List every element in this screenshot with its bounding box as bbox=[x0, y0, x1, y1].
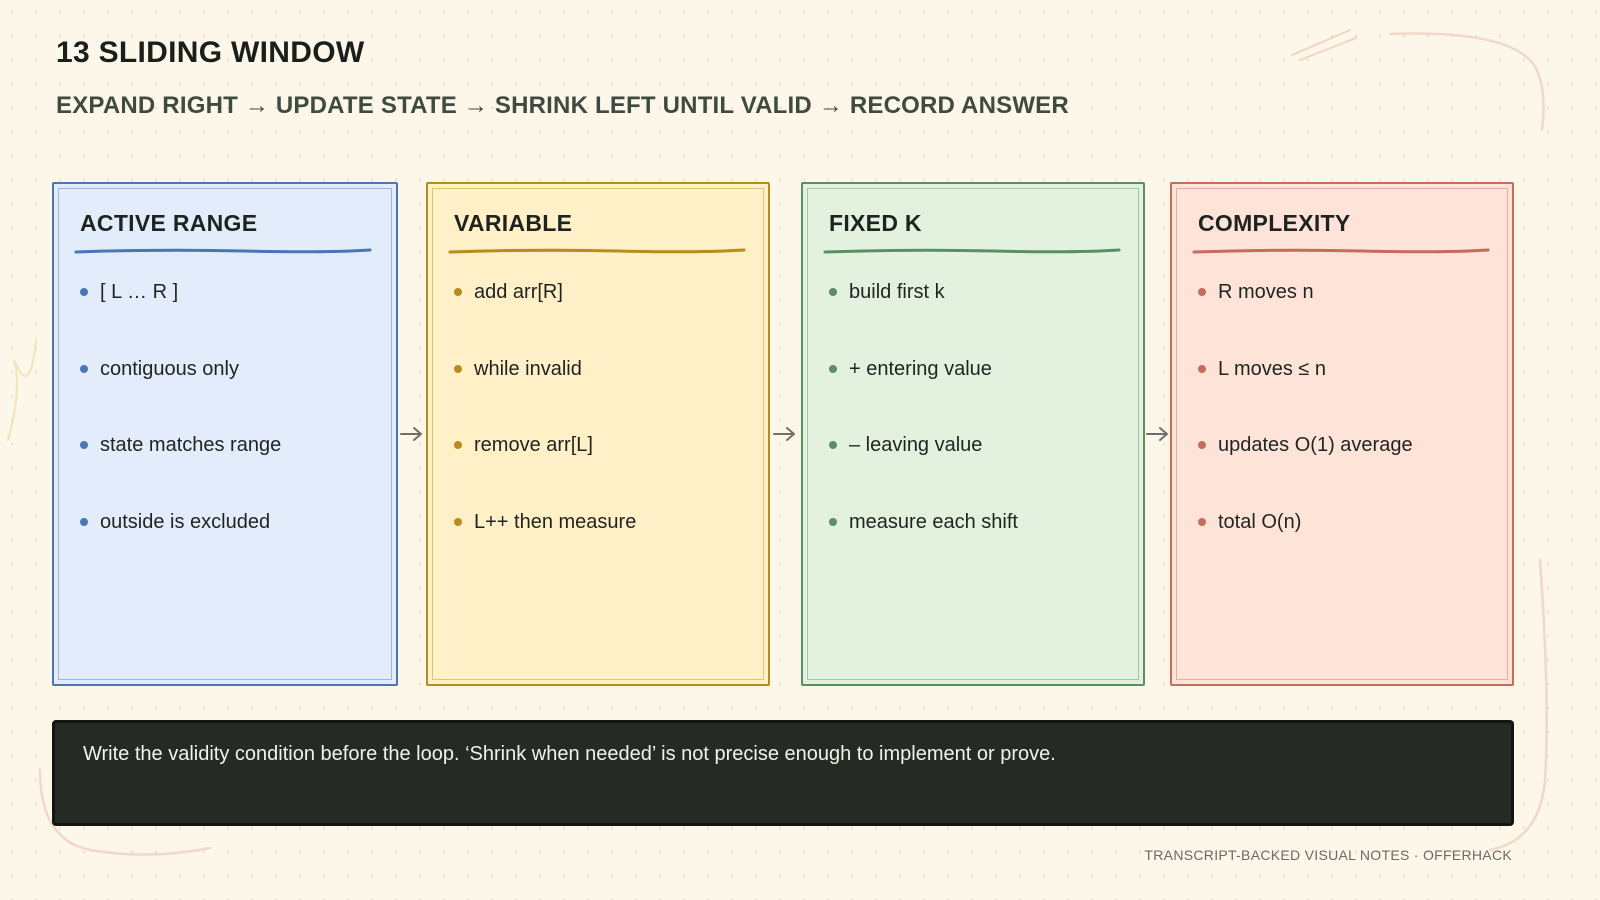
arrow-right-icon bbox=[399, 424, 425, 444]
footer-credit: TRANSCRIPT-BACKED VISUAL NOTES · OFFERHACK bbox=[1144, 847, 1512, 863]
list-item bbox=[829, 510, 1133, 587]
item-text: remove arr[L] bbox=[474, 434, 593, 456]
key-note-box bbox=[52, 720, 1514, 826]
list-item bbox=[454, 510, 758, 587]
arrow-right-icon bbox=[772, 424, 798, 444]
bullet-icon bbox=[80, 518, 88, 526]
list-item bbox=[80, 510, 386, 587]
card-item-list bbox=[454, 280, 758, 586]
bullet-icon bbox=[1198, 288, 1206, 296]
list-item bbox=[454, 433, 758, 510]
list-item bbox=[80, 280, 386, 357]
bullet-icon bbox=[454, 288, 462, 296]
list-item bbox=[829, 280, 1133, 357]
bullet-icon bbox=[454, 518, 462, 526]
item-text: – leaving value bbox=[849, 434, 983, 456]
item-text: + entering value bbox=[849, 357, 992, 380]
list-item bbox=[1198, 510, 1502, 587]
item-text: state matches range bbox=[100, 434, 282, 456]
card-item-list bbox=[1198, 280, 1502, 586]
item-text: contiguous only bbox=[100, 357, 239, 380]
key-note-text: Write the validity condition before the loop. ‘Shrink when needed’ is not precise enough to implement or prove. bbox=[83, 743, 1056, 765]
bullet-icon bbox=[1198, 365, 1206, 373]
card-title-underline bbox=[823, 246, 1123, 256]
card-fixed-k bbox=[801, 182, 1145, 686]
process-flow-subtitle: EXPAND RIGHT → UPDATE STATE → SHRINK LEFT UNTIL VALID → RECORD ANSWER bbox=[56, 92, 1069, 119]
list-item bbox=[454, 280, 758, 357]
bullet-icon bbox=[454, 441, 462, 449]
card-active-range bbox=[52, 182, 398, 686]
page-title: 13 SLIDING WINDOW bbox=[56, 36, 365, 69]
bullet-icon bbox=[829, 365, 837, 373]
list-item bbox=[80, 433, 386, 510]
card-title-underline bbox=[448, 246, 748, 256]
item-text: L moves ≤ n bbox=[1218, 357, 1327, 380]
bullet-icon bbox=[1198, 518, 1206, 526]
item-text: outside is excluded bbox=[100, 510, 271, 533]
card-title-underline bbox=[1192, 246, 1492, 256]
item-text: L++ then measure bbox=[474, 510, 637, 533]
item-text: total O(n) bbox=[1218, 510, 1302, 533]
bullet-icon bbox=[829, 441, 837, 449]
card-title: FIXED K bbox=[829, 210, 922, 236]
arrow-right-icon bbox=[1145, 424, 1171, 444]
item-text: measure each shift bbox=[849, 510, 1018, 533]
card-item-list bbox=[829, 280, 1133, 586]
item-text: build first k bbox=[849, 281, 945, 303]
card-item-list bbox=[80, 280, 386, 586]
card-title: VARIABLE bbox=[454, 210, 573, 236]
list-item bbox=[454, 357, 758, 434]
bullet-icon bbox=[1198, 441, 1206, 449]
bullet-icon bbox=[829, 288, 837, 296]
list-item bbox=[1198, 433, 1502, 510]
bullet-icon bbox=[80, 288, 88, 296]
item-text: R moves n bbox=[1218, 281, 1314, 303]
item-text: while invalid bbox=[474, 357, 582, 380]
item-text: add arr[R] bbox=[474, 281, 563, 303]
list-item bbox=[1198, 357, 1502, 434]
list-item bbox=[829, 433, 1133, 510]
card-complexity bbox=[1170, 182, 1514, 686]
list-item bbox=[829, 357, 1133, 434]
bullet-icon bbox=[454, 365, 462, 373]
item-text: [ L … R ] bbox=[100, 281, 179, 303]
card-title: COMPLEXITY bbox=[1198, 210, 1351, 236]
bullet-icon bbox=[829, 518, 837, 526]
item-text: updates O(1) average bbox=[1218, 434, 1413, 456]
card-title: ACTIVE RANGE bbox=[80, 210, 258, 236]
card-variable bbox=[426, 182, 770, 686]
bullet-icon bbox=[80, 365, 88, 373]
list-item bbox=[1198, 280, 1502, 357]
bullet-icon bbox=[80, 441, 88, 449]
list-item bbox=[80, 357, 386, 434]
card-title-underline bbox=[74, 246, 374, 256]
